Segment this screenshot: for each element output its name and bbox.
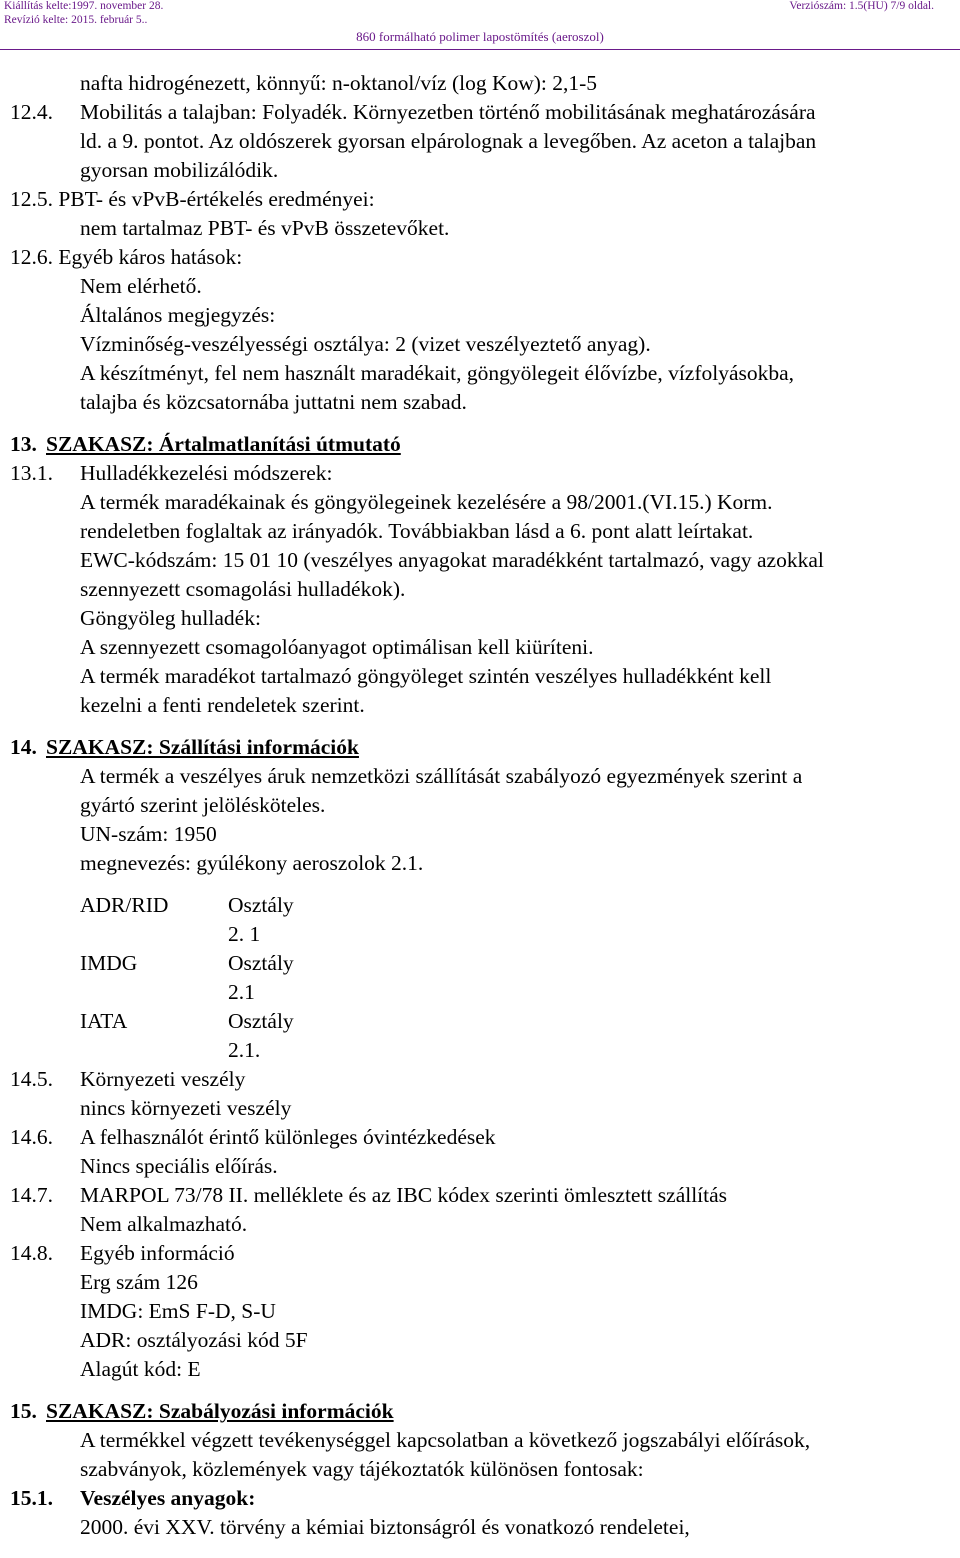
text-line: IMDG: EmS F-D, S-U: [80, 1299, 276, 1323]
subsection-heading: MARPOL 73/78 II. melléklete és az IBC kódex szerinti ömlesztett szállítás: [80, 1183, 728, 1207]
transport-class-label: Osztály: [228, 1009, 294, 1033]
subsection-heading: 12.6. Egyéb káros hatások:: [10, 245, 243, 269]
subsection-heading: Környezeti veszély: [80, 1067, 246, 1091]
subsection-heading: A felhasználót érintő különleges óvintézkedések: [80, 1125, 496, 1149]
text-line: EWC-kódszám: 15 01 10 (veszélyes anyagokat maradékként tartalmazó, vagy azokkal: [80, 548, 824, 572]
subsection-heading: Egyéb információ: [80, 1241, 235, 1265]
transport-class-label: Osztály: [228, 893, 294, 917]
section-number: 12.4.: [10, 100, 53, 124]
section-heading: SZAKASZ: Ártalmatlanítási útmutató: [46, 432, 401, 456]
section-number: 13.: [10, 432, 37, 456]
text-line: Nincs speciális előírás.: [80, 1154, 278, 1178]
transport-class-value: 2. 1: [228, 922, 261, 946]
transport-class-label: Osztály: [228, 951, 294, 975]
text-line: megnevezés: gyúlékony aeroszolok 2.1.: [80, 851, 424, 875]
section-number: 14.6.: [10, 1125, 53, 1149]
text-line: Nem elérhető.: [80, 274, 202, 298]
text-line: A termék a veszélyes áruk nemzetközi szállítását szabályozó egyezmények szerint a: [80, 764, 803, 788]
subsection-heading: Hulladékkezelési módszerek:: [80, 461, 333, 485]
transport-mode: IMDG: [80, 951, 138, 975]
section-number: 14.8.: [10, 1241, 53, 1265]
text-line: Alagút kód: E: [80, 1357, 201, 1381]
text-line: nem tartalmaz PBT- és vPvB összetevőket.: [80, 216, 450, 240]
header-issue-date: Kiállítás kelte:1997. november 28.: [4, 0, 164, 12]
section-number: 14.: [10, 735, 37, 759]
text-line: szennyezett csomagolási hulladékok).: [80, 577, 406, 601]
text-line: A szennyezett csomagolóanyagot optimálisan kell kiüríteni.: [80, 635, 594, 659]
text-line: rendeletben foglaltak az irányadók. Továbbiakban lásd a 6. pont alatt leírtakat.: [80, 519, 754, 543]
text-line: A termék maradékainak és göngyölegeinek kezelésére a 98/2001.(VI.15.) Korm.: [80, 490, 773, 514]
transport-mode: ADR/RID: [80, 893, 169, 917]
text-line: ADR: osztályozási kód 5F: [80, 1328, 308, 1352]
text-line: szabványok, közlemények vagy tájékoztatók különösen fontosak:: [80, 1457, 644, 1481]
text-line: kezelni a fenti rendeletek szerint.: [80, 693, 365, 717]
text-line: A termék maradékot tartalmazó göngyöleget szintén veszélyes hulladékként kell: [80, 664, 772, 688]
header-version: Verziószám: 1.5(HU) 7/9 oldal.: [789, 0, 934, 12]
text-line: ld. a 9. pontot. Az oldószerek gyorsan elpárolognak a levegőben. Az aceton a talajban: [80, 129, 817, 153]
text-line: nafta hidrogénezett, könnyű: n-oktanol/víz (log Kow): 2,1-5: [80, 71, 598, 95]
text-line: Göngyöleg hulladék:: [80, 606, 261, 630]
text-line: gyártó szerint jelölésköteles.: [80, 793, 326, 817]
text-line: UN-szám: 1950: [80, 822, 217, 846]
text-line: talajba és közcsatornába juttatni nem szabad.: [80, 390, 467, 414]
subsection-heading: Veszélyes anyagok:: [80, 1486, 256, 1510]
header-product-title: 860 formálható polimer lapostömítés (aeroszol): [356, 29, 604, 44]
text-line: nincs környezeti veszély: [80, 1096, 292, 1120]
text-line: Erg szám 126: [80, 1270, 198, 1294]
subsection-heading: 12.5. PBT- és vPvB-értékelés eredményei:: [10, 187, 375, 211]
header-divider: [0, 49, 960, 50]
text-line: Mobilitás a talajban: Folyadék. Környezetben történő mobilitásának meghatározására: [80, 100, 816, 124]
text-line: Általános megjegyzés:: [80, 303, 276, 327]
text-line: 2000. évi XXV. törvény a kémiai biztonságról és vonatkozó rendeletei,: [80, 1515, 690, 1539]
section-number: 15.1.: [10, 1486, 53, 1510]
section-number: 13.1.: [10, 461, 53, 485]
transport-mode: IATA: [80, 1009, 128, 1033]
section-heading: SZAKASZ: Szabályozási információk: [46, 1399, 394, 1423]
text-line: gyorsan mobilizálódik.: [80, 158, 279, 182]
text-line: A készítményt, fel nem használt maradékait, göngyölegeit élővízbe, vízfolyásokba,: [80, 361, 795, 385]
section-heading: SZAKASZ: Szállítási információk: [46, 735, 359, 759]
text-line: A termékkel végzett tevékenységgel kapcsolatban a következő jogszabályi előírások,: [80, 1428, 811, 1452]
text-line: Nem alkalmazható.: [80, 1212, 248, 1236]
transport-class-value: 2.1.: [228, 1038, 261, 1062]
section-number: 15.: [10, 1399, 37, 1423]
transport-class-value: 2.1: [228, 980, 255, 1004]
header-revision-date: Revízió kelte: 2015. február 5..: [4, 14, 148, 26]
section-number: 14.5.: [10, 1067, 53, 1091]
section-number: 14.7.: [10, 1183, 53, 1207]
text-line: Vízminőség-veszélyességi osztálya: 2 (vizet veszélyeztető anyag).: [80, 332, 651, 356]
